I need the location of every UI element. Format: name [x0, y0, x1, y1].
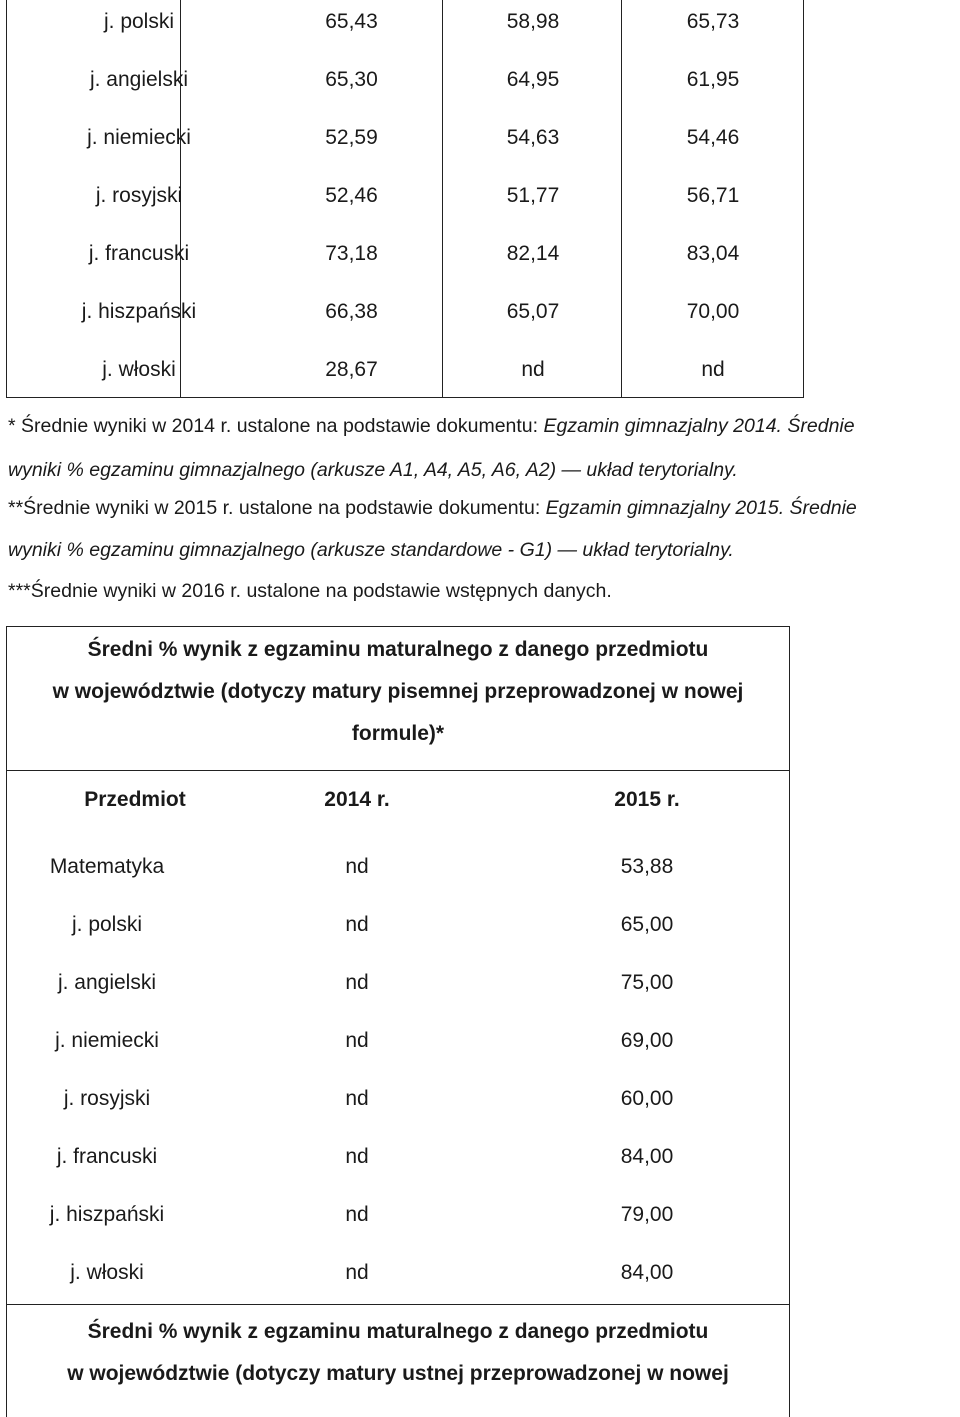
- subject-cell: j. angielski: [57, 971, 157, 994]
- value-cell: 75,00: [620, 971, 674, 994]
- value-cell: nd: [345, 1029, 369, 1052]
- table-title-line: formule)*: [351, 722, 445, 745]
- value-cell: 53,88: [620, 855, 674, 878]
- table-row: [7, 896, 789, 954]
- header-subject: Przedmiot: [84, 788, 186, 811]
- value-cell: 79,00: [620, 1203, 674, 1226]
- table-row: [7, 290, 803, 348]
- header-2015: 2015 r.: [614, 788, 680, 811]
- value-cell: 54,46: [686, 126, 740, 149]
- subject-cell: j. rosyjski: [63, 1087, 151, 1110]
- value-cell: nd: [345, 1087, 369, 1110]
- value-cell: 65,00: [620, 913, 674, 936]
- footnote-source: Egzamin gimnazjalny 2014. Średnie: [543, 415, 855, 437]
- value-cell: 64,95: [506, 68, 560, 91]
- header-2014: 2014 r.: [324, 788, 390, 811]
- value-cell: 28,67: [325, 358, 378, 381]
- table-row: [7, 174, 803, 232]
- value-cell: 84,00: [620, 1261, 674, 1284]
- value-cell: 54,63: [506, 126, 560, 149]
- subject-cell: j. angielski: [89, 68, 189, 91]
- value-cell: 66,38: [325, 300, 378, 323]
- subject-cell: j. niemiecki: [87, 126, 191, 149]
- matura-results-table: [6, 626, 790, 1417]
- table-row: [7, 1186, 789, 1244]
- gimnazjum-results-table: [6, 0, 804, 398]
- value-cell: nd: [345, 913, 369, 936]
- footnote-source: wyniki % egzaminu gimnazjalnego (arkusze standardowe - G1) — układ terytorialny.: [8, 539, 734, 561]
- value-cell: 84,00: [620, 1145, 674, 1168]
- value-cell: nd: [345, 1145, 369, 1168]
- table-row: [7, 838, 789, 896]
- value-cell: 65,30: [325, 68, 378, 91]
- subject-cell: j. francuski: [56, 1145, 158, 1168]
- subject-cell: j. włoski: [102, 358, 176, 381]
- value-cell: 52,59: [325, 126, 378, 149]
- subject-cell: j. hiszpański: [49, 1203, 165, 1226]
- value-cell: nd: [521, 358, 545, 381]
- footnote-text: * Średnie wyniki w 2014 r. ustalone na podstawie dokumentu:: [8, 415, 544, 437]
- value-cell: 56,71: [686, 184, 740, 207]
- value-cell: 61,95: [686, 68, 740, 91]
- footnote-source: wyniki % egzaminu gimnazjalnego (arkusze A1, A4, A5, A6, A2) — układ terytorialny.: [8, 459, 738, 481]
- value-cell: 70,00: [686, 300, 740, 323]
- value-cell: nd: [345, 855, 369, 878]
- table-row: [7, 954, 789, 1012]
- footnote-2015: [8, 493, 857, 523]
- value-cell: 60,00: [620, 1087, 674, 1110]
- value-cell: 58,98: [506, 10, 560, 33]
- subject-cell: Matematyka: [49, 855, 165, 878]
- next-table-title-line: w województwie (dotyczy matury ustnej przeprowadzonej w nowej: [67, 1362, 729, 1385]
- value-cell: 65,07: [506, 300, 560, 323]
- table-row: [7, 1128, 789, 1186]
- table-row: [7, 58, 803, 116]
- subject-cell: j. hiszpański: [81, 300, 197, 323]
- row-divider: [7, 1304, 789, 1305]
- value-cell: nd: [345, 1261, 369, 1284]
- value-cell: 65,73: [686, 10, 740, 33]
- footnote-text: **Średnie wyniki w 2015 r. ustalone na podstawie dokumentu:: [8, 497, 546, 519]
- value-cell: 73,18: [325, 242, 378, 265]
- table-row: [7, 232, 803, 290]
- table-row: [7, 348, 803, 406]
- table-title-line: Średni % wynik z egzaminu maturalnego z danego przedmiotu: [87, 638, 709, 661]
- value-cell: nd: [345, 971, 369, 994]
- value-cell: 65,43: [325, 10, 378, 33]
- subject-cell: j. włoski: [70, 1261, 144, 1284]
- subject-cell: j. rosyjski: [95, 184, 183, 207]
- table-row: [7, 116, 803, 174]
- footnote-2014: [8, 411, 855, 441]
- subject-cell: j. niemiecki: [55, 1029, 159, 1052]
- subject-cell: j. polski: [103, 10, 175, 33]
- footnote-text: ***Średnie wyniki w 2016 r. ustalone na podstawie wstępnych danych.: [8, 580, 612, 602]
- table-row: [7, 1244, 789, 1302]
- footnote-2014-cont: [8, 455, 738, 485]
- table-title-line: w województwie (dotyczy matury pisemnej przeprowadzonej w nowej: [52, 680, 744, 703]
- footnote-source: Egzamin gimnazjalny 2015. Średnie: [545, 497, 857, 519]
- table-row: [7, 1012, 789, 1070]
- footnote-2015-cont: [8, 535, 734, 565]
- table-row: [7, 1070, 789, 1128]
- subject-cell: j. polski: [71, 913, 143, 936]
- table-row: [7, 0, 803, 58]
- value-cell: 83,04: [686, 242, 740, 265]
- next-table-title-line: Średni % wynik z egzaminu maturalnego z danego przedmiotu: [87, 1320, 709, 1343]
- value-cell: nd: [701, 358, 725, 381]
- value-cell: 51,77: [506, 184, 560, 207]
- subject-cell: j. francuski: [88, 242, 190, 265]
- value-cell: nd: [345, 1203, 369, 1226]
- value-cell: 82,14: [506, 242, 560, 265]
- table-header-row: [7, 771, 789, 829]
- value-cell: 69,00: [620, 1029, 674, 1052]
- footnote-2016: [8, 576, 612, 606]
- value-cell: 52,46: [325, 184, 378, 207]
